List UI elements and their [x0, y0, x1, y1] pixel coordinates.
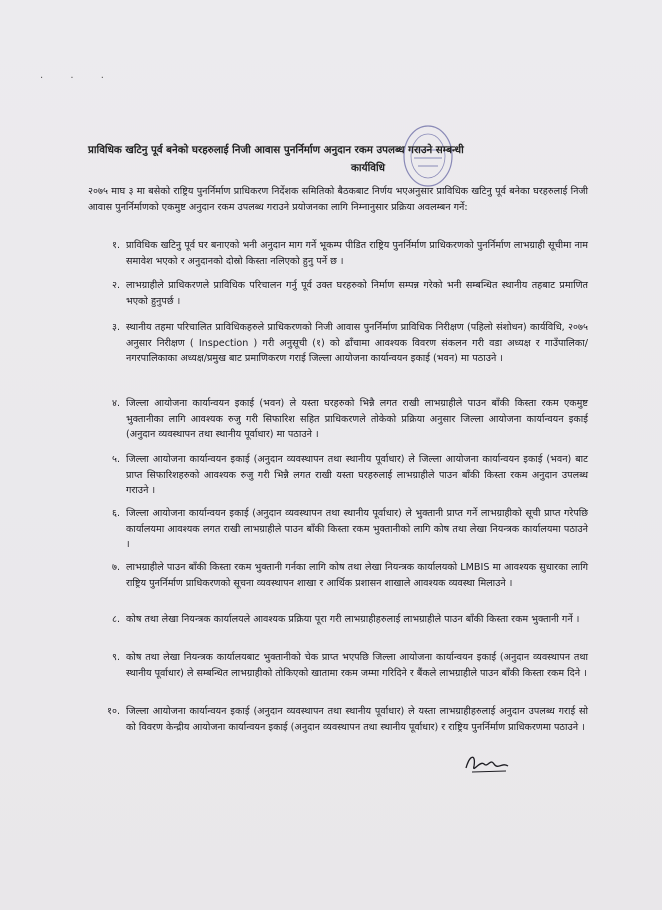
item-number: ७.: [111, 562, 120, 573]
item-text: कोष तथा लेखा नियन्त्रक कार्यालयले आवश्यक प्रक्रिया पूरा गरी लाभग्राहीहरुलाई लाभग्राहीले पाउन बाँकी किस्ता रकम भुक्तानी गर्ने ।: [126, 614, 580, 625]
item-text: लाभग्राहीले प्राधिकरणले प्राविधिक परिचालन गर्नु पूर्व उक्त घरहरुको निर्माण सम्पन्न गरेको भनी सम्बन्धित स्थानीय तहबाट प्रमाणित भएको हुनुपर्छ ।: [126, 280, 588, 307]
item-number: १.: [111, 240, 120, 251]
item-text: जिल्ला आयोजना कार्यान्वयन इकाई (अनुदान व्यवस्थापन तथा स्थानीय पूर्वाधार) ले जिल्ला आयोजना कार्यान्वयन इकाई (भवन) बाट प्राप्त सिफारिशहरुको आवश्यक रुजु गरी भिन्नै लगत राखी यस्ता घरहरुलाई लाभग्राहीले पाउन बाँकी किस्ता रकम अनुदान उपलब्ध गराउने ।: [126, 454, 588, 497]
item-number: ४.: [111, 398, 120, 409]
intro-paragraph: २०७५ माघ ३ मा बसेको राष्ट्रिय पुनर्निर्माण प्राधिकरण निर्देशक समितिको बैठकबाट निर्णय भएअनुसार प्राविधिक खटिनु पूर्व बनेका घरहरुलाई निजी आवास पुनर्निर्माणको एकमुष्ट अनुदान रकम उपलब्ध गराउने प्रयोजनका लागि निम्नानुसार प्रक्रिया अवलम्बन गर्ने:: [88, 186, 588, 213]
item-text: स्थानीय तहमा परिचालित प्राविधिकहरुले प्राधिकरणको निजी आवास पुनर्निर्माण प्राविधिक निरीक्षण (पहिलो संशोधन) कार्यविधि, २०७५ अनुसार निरीक्षण ( Inspection ) गरी अनुसूची (१) को ढाँचामा आवश्यक विवरण संकलन गरी वडा अध्यक्ष र गाउँपालिका/ नगरपालिकाका अध्यक्ष/प्रमुख बाट प्रमाणिकरण गराई जिल्ला आयोजना कार्यान्वयन इकाई (भवन) मा पठाउने ।: [126, 322, 588, 365]
scan-specks: . . .: [40, 70, 116, 81]
item-number: ९.: [111, 652, 120, 663]
item-text: जिल्ला आयोजना कार्यान्वयन इकाई (भवन) ले यस्ता घरहरुको भिन्नै लगत राखी लाभग्राहीले पाउन बाँकी किस्ता रकम एकमुष्ट भुक्तानीका लागि आवश्यक रुजु गरी सिफारिश सहित प्राधिकरणले तोकेको प्रक्रिया अनुसार जिल्ला आयोजना कार्यान्वयन इकाई (अनुदान व्यवस्थापन तथा स्थानीय पूर्वाधार) मा पठाउने ।: [126, 398, 588, 441]
item-text: जिल्ला आयोजना कार्यान्वयन इकाई (अनुदान व्यवस्थापन तथा स्थानीय पूर्वाधार) ले यस्ता लाभग्राहीहरुलाई अनुदान उपलब्ध गराई सो को विवरण केन्द्रीय आयोजना कार्यान्वयन इकाई (अनुदान व्यवस्थापन तथा स्थानीय पूर्वाधार) र राष्ट्रिय पुनर्निर्माण प्राधिकरणमा पठाउने ।: [126, 706, 588, 733]
item-text: लाभग्राहीले पाउन बाँकी किस्ता रकम भुक्तानी गर्नका लागि कोष तथा लेखा नियन्त्रक कार्यालयको LMBIS मा आवश्यक सुधारका लागि राष्ट्रिय पुनर्निर्माण प्राधिकरणको सूचना व्यवस्थापन शाखा र आर्थिक प्रशासन शाखाले आवश्यक व्यवस्था मिलाउने ।: [126, 562, 588, 589]
item-text: प्राविधिक खटिनु पूर्व घर बनाएको भनी अनुदान माग गर्ने भूकम्प पीडित राष्ट्रिय पुनर्निर्माण प्राधिकरणको पुनर्निर्माण लाभग्राही सूचीमा नाम समावेश भएको र अनुदानको दोस्रो किस्ता नलिएको हुनु पर्ने छ ।: [126, 240, 588, 267]
item-number: ५.: [111, 454, 120, 465]
item-text: जिल्ला आयोजना कार्यान्वयन इकाई (अनुदान व्यवस्थापन तथा स्थानीय पूर्वाधार) ले भुक्तानी प्राप्त गर्ने लाभग्राहीको सूची प्राप्त गरेपछि कार्यालयमा आवश्यक लगत राखी लाभग्राहीले पाउन बाँकी किस्ता रकम भुक्तानीको लागि कोष तथा लेखा नियन्त्रक कार्यालयमा पठाउने ।: [126, 508, 588, 551]
item-number: ३.: [111, 322, 120, 333]
document-title: [88, 142, 588, 176]
signature-icon: [462, 750, 512, 776]
item-number: ८.: [111, 614, 120, 625]
title-line-2: कार्यविधि: [351, 162, 385, 174]
item-number: १०.: [106, 706, 120, 717]
item-number: २.: [111, 280, 120, 291]
item-text: कोष तथा लेखा नियन्त्रक कार्यालयबाट भुक्तानीको चेक प्राप्त भएपछि जिल्ला आयोजना कार्यान्वयन इकाई (अनुदान व्यवस्थापन तथा स्थानीय पूर्वाधार) ले सम्बन्धित लाभग्राहीको तोकिएको खातामा रकम जम्मा गरिदिने र बैंकले लाभग्राहीले पाउन बाँकी किस्ता रकम दिने ।: [126, 652, 588, 679]
title-line-1: प्राविधिक खटिनु पूर्व बनेको घरहरुलाई निजी आवास पुनर्निर्माण अनुदान रकम उपलब्ध गराउने सम्बन्धी: [88, 144, 464, 156]
item-number: ६.: [111, 508, 120, 519]
